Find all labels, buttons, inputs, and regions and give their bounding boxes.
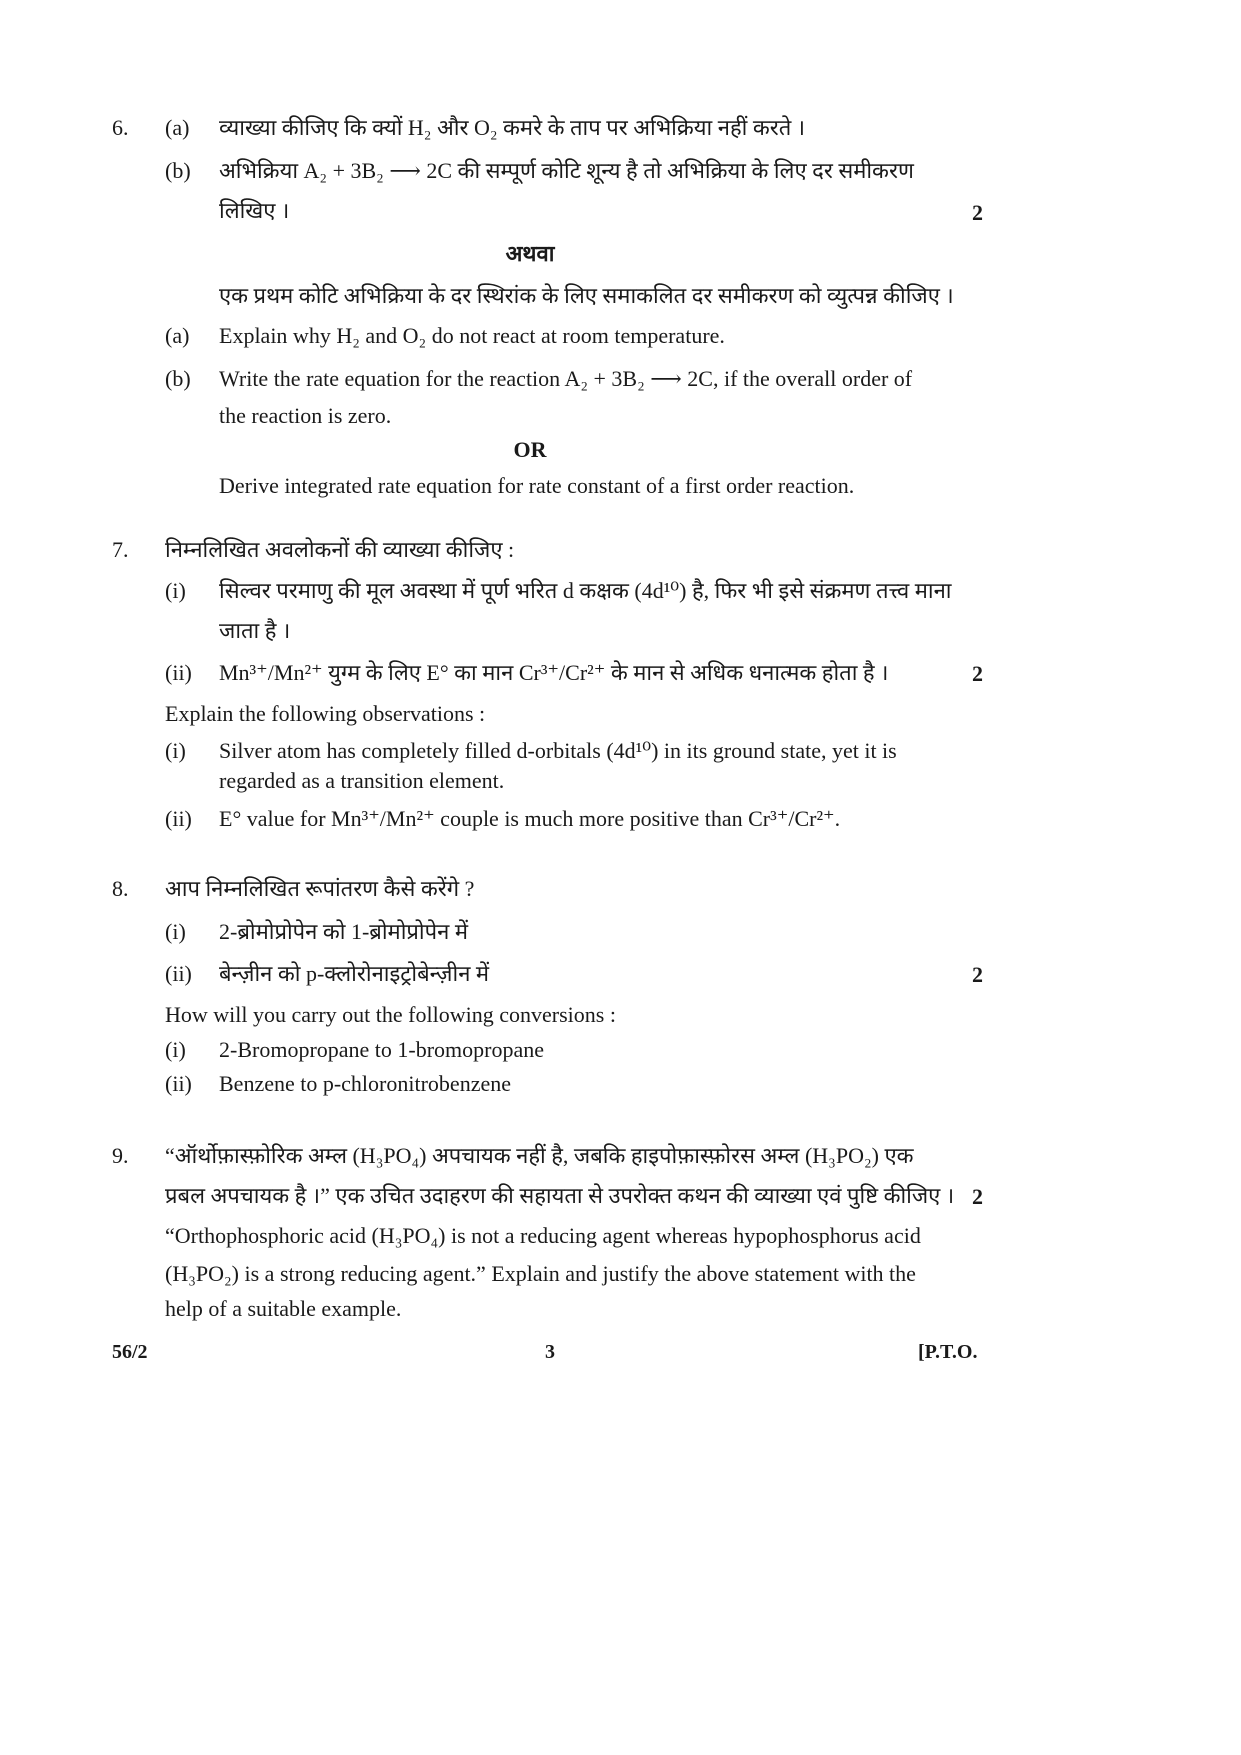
q6-en-a-label: (a) — [165, 323, 190, 348]
q6-en-b-line2: the reaction is zero. — [219, 403, 392, 428]
q7-en-i-label: (i) — [165, 738, 186, 763]
q7-en-ii-label: (ii) — [165, 806, 192, 831]
q8-hi-ii-text: बेन्ज़ीन को p-क्लोरोनाइट्रोबेन्ज़ीन में — [219, 961, 490, 986]
q6-hi-b-line2: लिखिए । — [219, 198, 290, 223]
q8-hi-i-text: 2-ब्रोमोप्रोपेन को 1-ब्रोमोप्रोपेन में — [219, 919, 468, 944]
q9-hi-line1: “ऑर्थोफ़ास्फ़ोरिक अम्ल (H₃PO₄) अपचायक नहीं है, जबकि हाइपोफ़ास्फ़ोरस अम्ल (H₃PO₂) एक — [165, 1143, 914, 1168]
q6-hi-marks: 2 — [972, 200, 983, 225]
q6-number: 6. — [112, 115, 129, 140]
q9-en-line1: “Orthophosphoric acid (H₃PO₄) is not a reducing agent whereas hypophosphorus acid — [165, 1223, 921, 1248]
q6-hi-or-text: एक प्रथम कोटि अभिक्रिया के दर स्थिरांक के लिए समाकलित दर समीकरण को व्युत्पन्न कीजिए । — [219, 283, 954, 308]
q7-marks: 2 — [972, 661, 983, 686]
q8-number: 8. — [112, 876, 129, 901]
q6-hi-a-label: (a) — [165, 115, 190, 140]
q8-en-intro: How will you carry out the following conversions : — [165, 1002, 616, 1027]
q6-en-a-text: Explain why H₂ and O₂ do not react at room temperature. — [219, 323, 725, 348]
q8-en-i-label: (i) — [165, 1037, 186, 1062]
q7-hi-intro: निम्नलिखित अवलोकनों की व्याख्या कीजिए : — [165, 537, 515, 562]
q8-marks: 2 — [972, 962, 983, 987]
q9-number: 9. — [112, 1143, 129, 1168]
q9-en-line2: (H₃PO₂) is a strong reducing agent.” Explain and justify the above statement with the — [165, 1261, 916, 1286]
q6-hi-b-label: (b) — [165, 158, 191, 183]
footer-paper-code: 56/2 — [112, 1341, 148, 1363]
q7-en-i-line1: Silver atom has completely filled d-orbitals (4d¹⁰) in its ground state, yet it is — [219, 738, 897, 763]
q6-hi-a-text: व्याख्या कीजिए कि क्यों H₂ और O₂ कमरे के ताप पर अभिक्रिया नहीं करते । — [219, 115, 806, 140]
q7-hi-ii-text: Mn³⁺/Mn²⁺ युग्म के लिए E° का मान Cr³⁺/Cr²⁺ के मान से अधिक धनात्मक होता है । — [219, 660, 889, 685]
footer-page-number: 3 — [545, 1341, 555, 1363]
q9-en-line3: help of a suitable example. — [165, 1296, 402, 1321]
q8-hi-intro: आप निम्नलिखित रूपांतरण कैसे करेंगे ? — [165, 876, 475, 901]
q6-en-b-label: (b) — [165, 366, 191, 391]
q7-en-ii-text: E° value for Mn³⁺/Mn²⁺ couple is much more positive than Cr³⁺/Cr²⁺. — [219, 806, 841, 831]
q6-en-b-line1: Write the rate equation for the reaction A₂ + 3B₂ ⟶ 2C, if the overall order of — [219, 366, 913, 391]
q6-hi-b-line1: अभिक्रिया A₂ + 3B₂ ⟶ 2C की सम्पूर्ण कोटि शून्य है तो अभिक्रिया के लिए दर समीकरण — [219, 158, 914, 183]
q9-marks: 2 — [972, 1184, 983, 1209]
q6-hi-or: अथवा — [505, 241, 555, 266]
q8-en-i-text: 2-Bromopropane to 1-bromopropane — [219, 1037, 545, 1062]
q6-en-or-text: Derive integrated rate equation for rate constant of a first order reaction. — [219, 473, 855, 498]
q6-en-or: OR — [513, 437, 547, 462]
q7-hi-i-line1: सिल्वर परमाणु की मूल अवस्था में पूर्ण भरित d कक्षक (4d¹⁰) है, फिर भी इसे संक्रमण तत्त्व माना — [219, 578, 952, 603]
footer-pto: [P.T.O. — [918, 1341, 978, 1363]
q8-en-ii-label: (ii) — [165, 1071, 192, 1096]
q7-number: 7. — [112, 537, 129, 562]
q7-hi-i-line2: जाता है । — [219, 618, 291, 643]
q8-hi-i-label: (i) — [165, 919, 186, 944]
q7-en-intro: Explain the following observations : — [165, 701, 486, 726]
q7-hi-ii-label: (ii) — [165, 660, 192, 685]
q7-en-i-line2: regarded as a transition element. — [219, 768, 505, 793]
q9-hi-line2: प्रबल अपचायक है ।” एक उचित उदाहरण की सहायता से उपरोक्त कथन की व्याख्या एवं पुष्टि कीजिए । — [165, 1183, 955, 1208]
q8-hi-ii-label: (ii) — [165, 961, 192, 986]
q8-en-ii-text: Benzene to p-chloronitrobenzene — [219, 1071, 511, 1096]
q7-hi-i-label: (i) — [165, 578, 186, 603]
